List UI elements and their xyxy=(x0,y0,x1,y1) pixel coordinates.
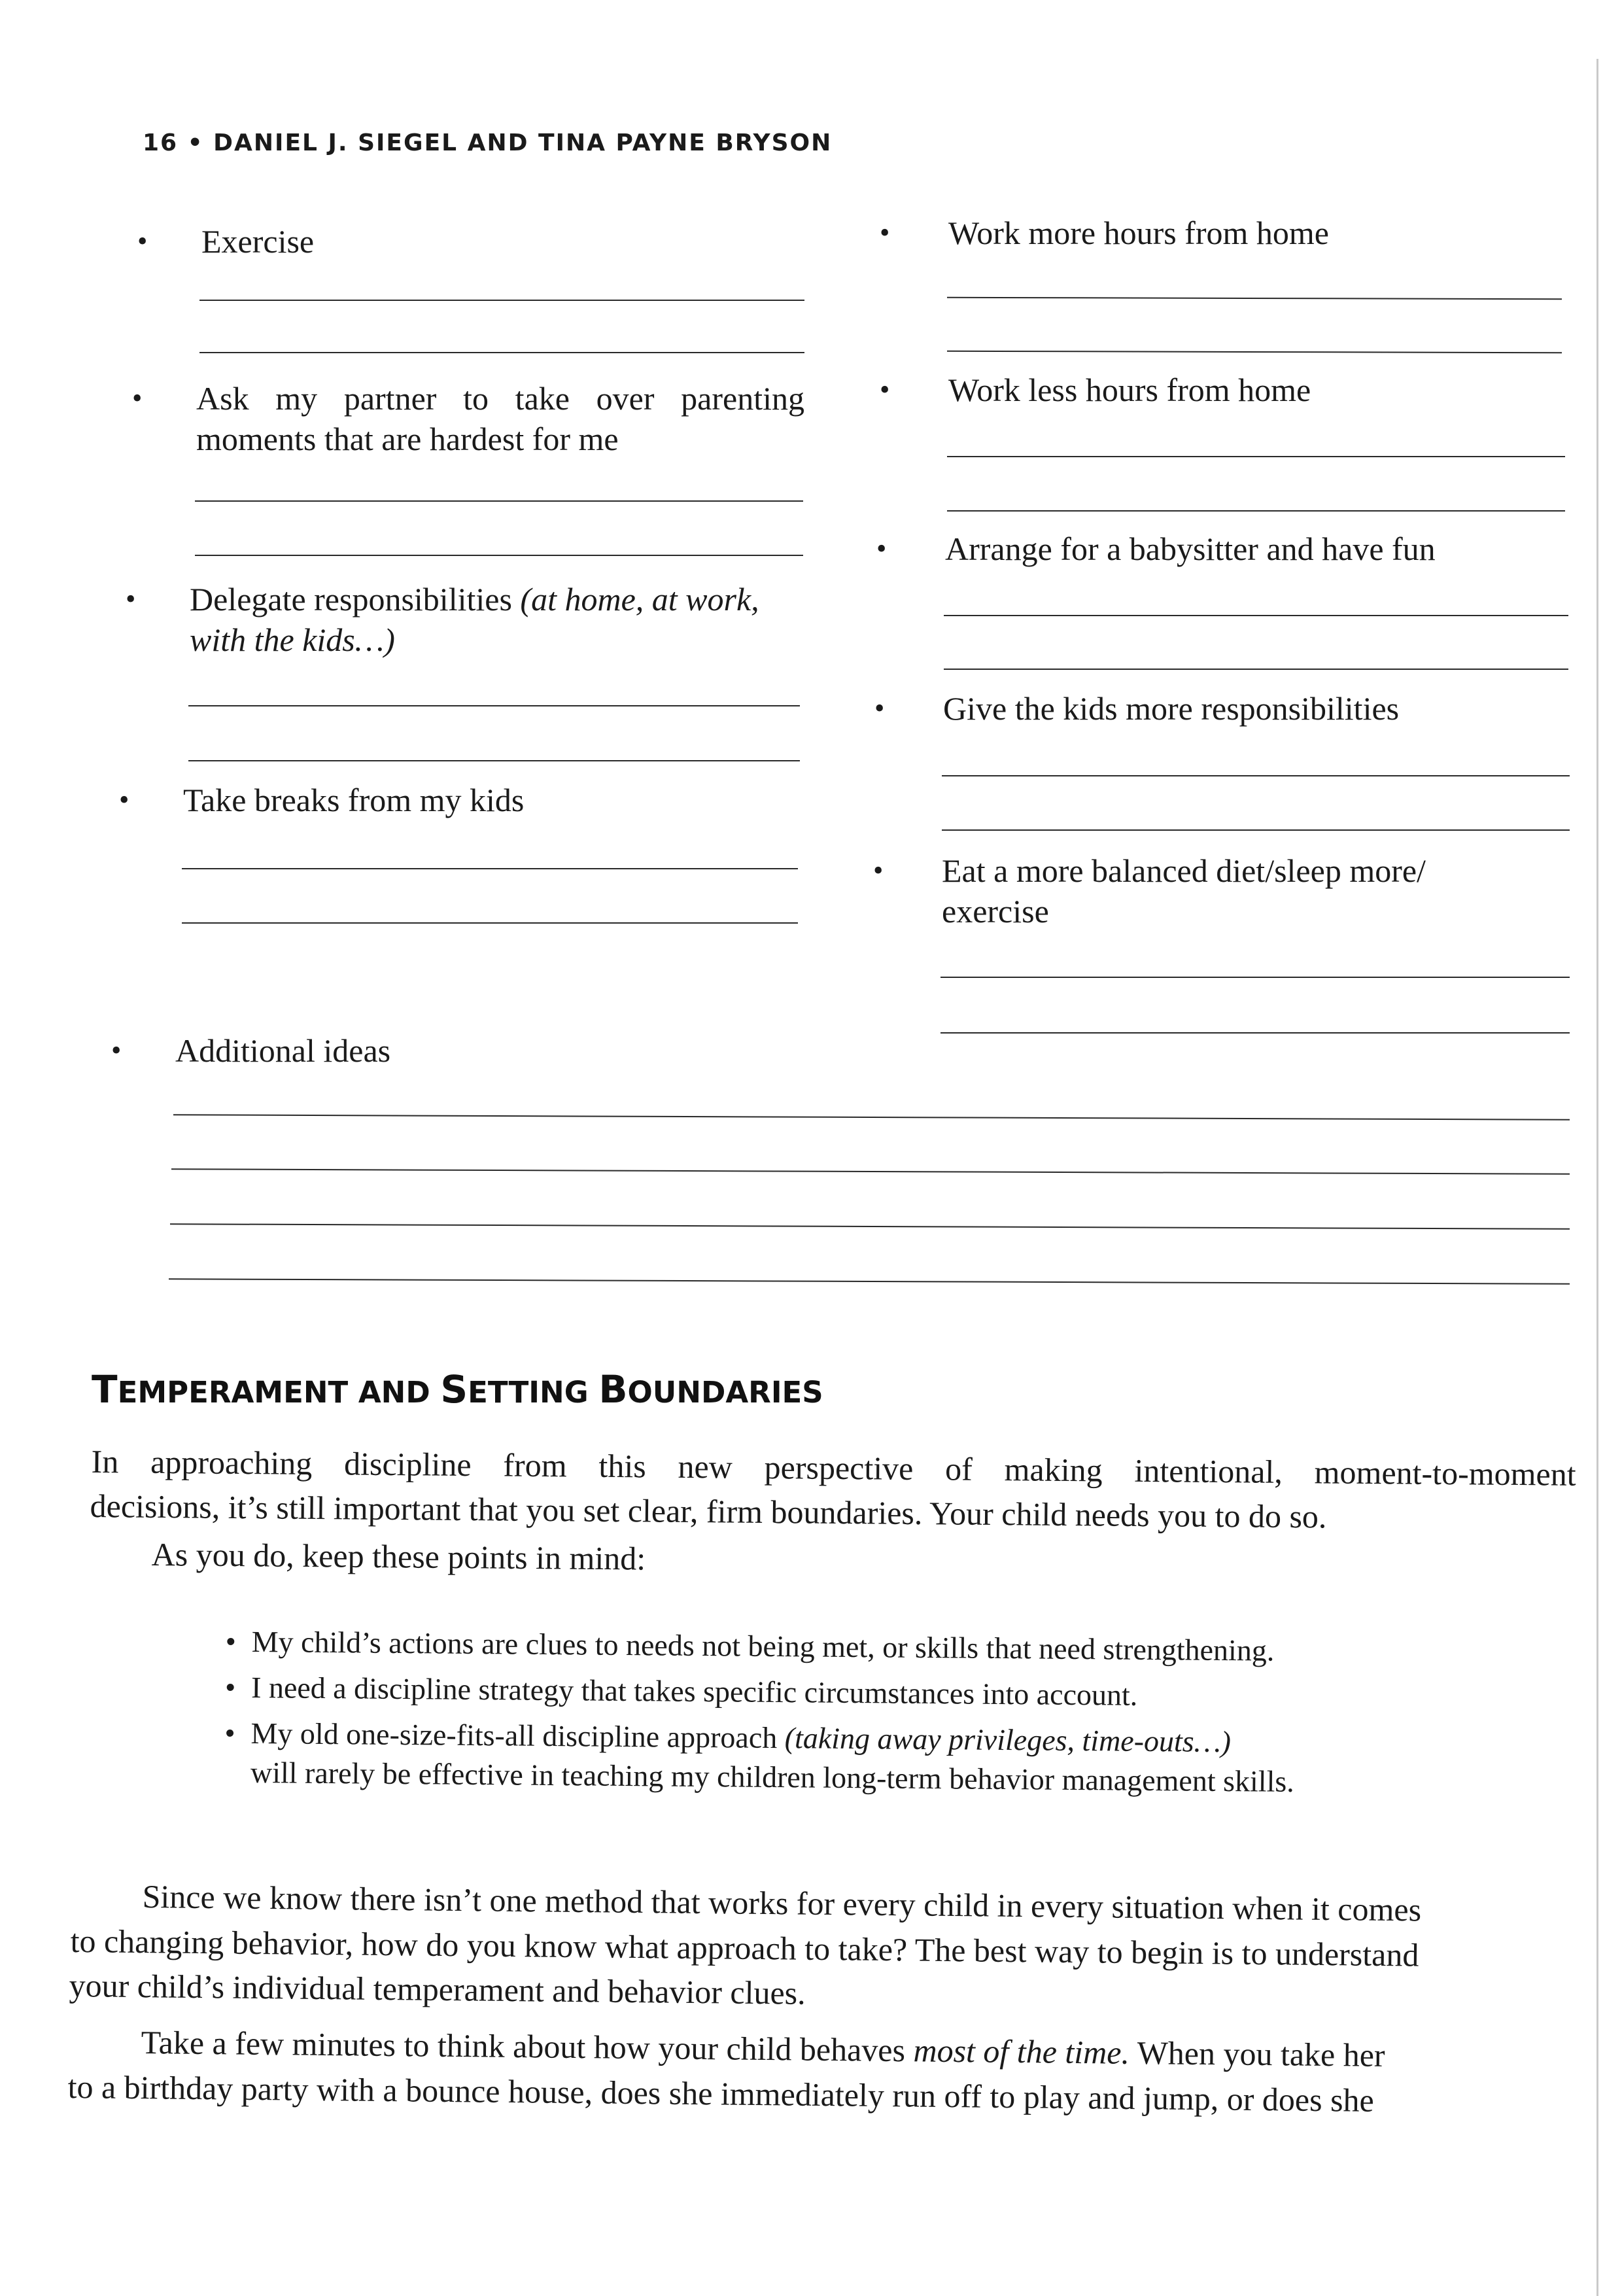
answer-line[interactable] xyxy=(942,829,1570,831)
para3-emphasis: most of the time. xyxy=(913,2032,1130,2071)
bullet: • xyxy=(111,1034,122,1066)
bullet: • xyxy=(225,1624,237,1658)
answer-line[interactable] xyxy=(199,300,804,301)
answer-line[interactable] xyxy=(940,1032,1570,1034)
para2-line-2: to changing behavior, how do you know what approach to take? The best way to begin is to understand xyxy=(70,1922,1419,1974)
answer-line[interactable] xyxy=(182,922,798,924)
running-head: 16 • DANIEL J. SIEGEL AND TINA PAYNE BRYSON xyxy=(143,130,833,156)
answer-line[interactable] xyxy=(944,669,1568,670)
bullet: • xyxy=(880,217,890,249)
answer-line[interactable] xyxy=(188,760,800,761)
key-point xyxy=(225,1622,1295,1671)
key-point-text: I need a discipline strategy that takes specific circumstances into account. xyxy=(250,1670,1138,1712)
answer-line[interactable] xyxy=(947,510,1565,512)
key-point xyxy=(224,1714,1295,1801)
item-label-emphasis: (at home, at work, with the kids…) xyxy=(190,581,759,658)
answer-line[interactable] xyxy=(170,1223,1570,1229)
item-label: Work less hours from home xyxy=(948,372,1311,408)
bullet: • xyxy=(132,382,143,414)
bullet: • xyxy=(119,784,129,816)
checklist-item-kids-responsibilities xyxy=(874,688,1571,729)
para2-line-3: your child’s individual temperament and behavior clues. xyxy=(69,1966,806,2011)
intro-line-2: decisions, it’s still important that you set clear, firm boundaries. Your child needs you to do so. xyxy=(90,1487,1327,1535)
para3-line-2: to a birthday party with a bounce house, does she immediately run off to play and jump, or does she xyxy=(67,2068,1375,2119)
scan-edge-shadow xyxy=(1596,59,1598,2296)
key-points-list xyxy=(224,1622,1296,1808)
intro-line-1: In approaching discipline from this new perspective of making intentional, moment-to-moment xyxy=(91,1442,1576,1493)
item-label: Delegate responsibilities (at home, at work, with the kids…) xyxy=(190,581,759,658)
checklist-item-partner xyxy=(132,378,804,459)
checklist-item-balanced-diet xyxy=(873,850,1478,931)
key-point-text: My child’s actions are clues to needs not being met, or skills that need strengthening. xyxy=(251,1624,1275,1667)
checklist-item-exercise xyxy=(137,221,803,262)
answer-line[interactable] xyxy=(940,977,1570,978)
answer-line[interactable] xyxy=(182,868,798,869)
item-label: Additional ideas xyxy=(175,1032,391,1069)
bullet: • xyxy=(224,1716,235,1750)
key-point-text: My old one-size-fits-all discipline approach xyxy=(250,1716,778,1755)
para3-line-1: Take a few minutes to think about how your child behaves most of the time. When you take her xyxy=(141,2023,1385,2074)
item-label: Ask my partner to take over parenting moments that are hardest for me xyxy=(196,380,804,457)
bullet: • xyxy=(880,374,890,406)
answer-line[interactable] xyxy=(173,1114,1570,1120)
checklist-item-work-less xyxy=(880,370,1570,410)
checklist-item-additional xyxy=(111,1030,633,1071)
answer-line[interactable] xyxy=(947,351,1562,353)
checklist-item-delegate xyxy=(126,579,804,660)
item-label: Work more hours from home xyxy=(948,215,1329,251)
key-point-emphasis: (taking away privileges, time-outs…) xyxy=(784,1721,1232,1759)
answer-line[interactable] xyxy=(195,500,803,502)
key-point-continuation: will rarely be effective in teaching my children long-term behavior management skills. xyxy=(250,1755,1294,1798)
checklist-item-babysitter xyxy=(876,529,1573,569)
intro-line-3: As you do, keep these points in mind: xyxy=(151,1535,646,1577)
item-label: Eat a more balanced diet/sleep more/ exercise xyxy=(942,852,1426,930)
bullet: • xyxy=(137,225,148,257)
bullet: • xyxy=(224,1670,236,1704)
answer-line[interactable] xyxy=(947,297,1562,300)
bullet: • xyxy=(126,583,136,615)
item-label: Take breaks from my kids xyxy=(183,782,525,818)
item-label: Exercise xyxy=(201,223,315,260)
answer-line[interactable] xyxy=(199,352,804,353)
checklist-item-breaks xyxy=(119,780,798,820)
bullet: • xyxy=(876,532,887,565)
answer-line[interactable] xyxy=(188,705,800,706)
answer-line[interactable] xyxy=(942,775,1570,776)
answer-line[interactable] xyxy=(171,1168,1570,1174)
key-point xyxy=(224,1668,1295,1716)
answer-line[interactable] xyxy=(195,555,803,556)
section-heading: TEMPERAMENT AND SETTING BOUNDARIES xyxy=(92,1367,823,1412)
answer-line[interactable] xyxy=(169,1278,1570,1284)
answer-line[interactable] xyxy=(947,456,1565,457)
item-label: Give the kids more responsibilities xyxy=(943,690,1400,727)
checklist-item-work-more xyxy=(880,213,1570,253)
bullet: • xyxy=(874,692,885,724)
answer-line[interactable] xyxy=(944,615,1568,616)
para2-line-1: Since we know there isn’t one method that works for every child in every situation when it comes xyxy=(142,1877,1422,1928)
item-label: Arrange for a babysitter and have fun xyxy=(945,531,1436,567)
bullet: • xyxy=(873,854,884,886)
